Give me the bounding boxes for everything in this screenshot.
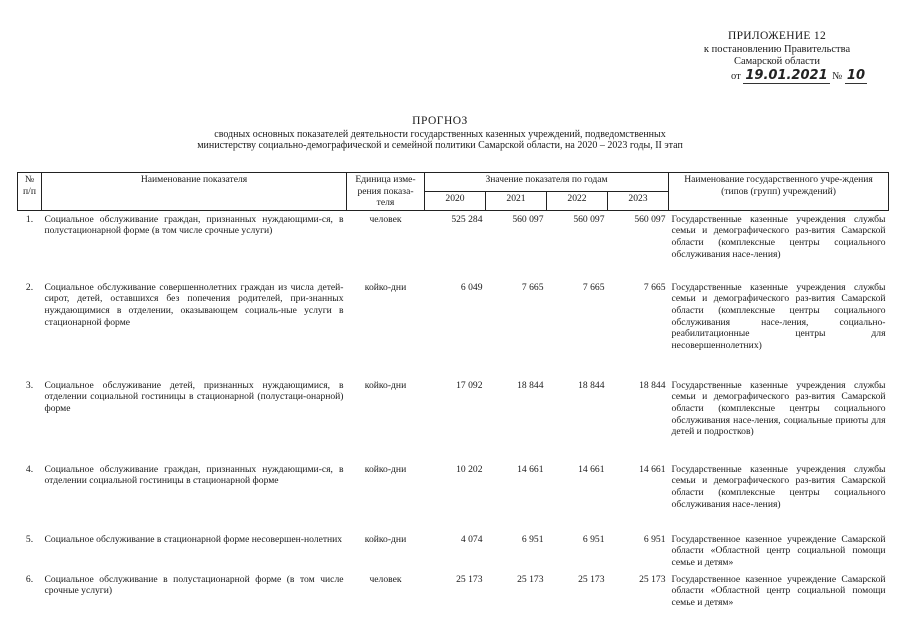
- order-date: 19.01.2021: [745, 68, 828, 83]
- row-value-2022: 25 173: [578, 573, 605, 585]
- row-indicator-name: Социальное обслуживание граждан, признанных нуждающими-ся, в полустационарной форме (в том числе срочные услуги): [44, 213, 344, 237]
- header-values-group: Значение показателя по годам: [425, 173, 669, 192]
- row-value-2020: 4 074: [460, 533, 483, 545]
- appendix-block: [687, 30, 867, 83]
- row-value-2023: 7 665: [643, 281, 666, 293]
- row-unit: койко-дни: [364, 379, 407, 391]
- row-value-2021: 560 097: [512, 213, 544, 225]
- row-value-2023: 14 661: [639, 463, 666, 475]
- header-num: № п/п: [18, 173, 42, 211]
- header-institution: Наименование государственного учре-ждения (типов (групп) учреждений): [669, 173, 889, 211]
- row-value-2020: 6 049: [460, 281, 483, 293]
- header-year-2022: 2022: [547, 191, 608, 210]
- row-value-2022: 6 951: [582, 533, 605, 545]
- row-value-2020: 10 202: [456, 463, 483, 475]
- row-value-2020: 25 173: [456, 573, 483, 585]
- order-date-line: [687, 70, 867, 83]
- row-num: 1.: [25, 213, 34, 225]
- row-institution: Государственное казенное учреждение Самарской области «Областной центр социальной помощи семье и детям»: [671, 533, 886, 568]
- row-indicator-name: Социальное обслуживание совершеннолетних граждан из числа детей-сирот, детей, оставшихся без попечения родителей, при-знанных нуждающимися в отделении, оказывающем социаль-ные услуги в стационарной форме: [44, 281, 344, 328]
- forecast-table: [17, 172, 889, 609]
- table-row: [18, 378, 889, 462]
- row-num: 4.: [25, 463, 34, 475]
- row-value-2021: 6 951: [521, 533, 544, 545]
- row-value-2021: 14 661: [517, 463, 544, 475]
- header-unit: Единица изме-рения показа-теля: [347, 173, 425, 211]
- header-year-2020: 2020: [425, 191, 486, 210]
- row-indicator-name: Социальное обслуживание граждан, признанных нуждающими-ся, в отделении социальной гостиницы в стационарной форме: [44, 463, 344, 487]
- row-institution: Государственные казенные учреждения службы семьи и демографического раз-вития Самарской области (комплексные центры социального обслуживания насе-ления, социально-реабилитационные центры для несовершеннолетних): [671, 281, 886, 351]
- row-value-2023: 560 097: [634, 213, 666, 225]
- appendix-title: ПРИЛОЖЕНИЕ 12: [727, 30, 827, 42]
- row-num: 6.: [25, 573, 34, 585]
- row-unit: человек: [369, 213, 402, 225]
- document-subtitle-line-1: сводных основных показателей деятельности государственных казенных учреждений, подведомственных: [214, 128, 666, 140]
- table-row: [18, 210, 889, 280]
- row-indicator-name: Социальное обслуживание в стационарной форме несовершен-нолетних: [44, 533, 343, 545]
- row-value-2023: 25 173: [639, 573, 666, 585]
- document-title: ПРОГНОЗ: [412, 115, 468, 127]
- row-num: 5.: [25, 533, 34, 545]
- row-unit: койко-дни: [364, 281, 407, 293]
- row-institution: Государственное казенное учреждение Самарской области «Областной центр социальной помощи семье и детям»: [671, 573, 886, 608]
- row-value-2020: 17 092: [456, 379, 483, 391]
- order-number: 10: [846, 68, 865, 83]
- row-unit: койко-дни: [364, 463, 407, 475]
- document-title-block: [150, 116, 730, 152]
- header-year-2023: 2023: [608, 191, 669, 210]
- table-row: [18, 572, 889, 609]
- row-unit: койко-дни: [364, 533, 407, 545]
- row-value-2023: 6 951: [643, 533, 666, 545]
- row-num: 2.: [25, 281, 34, 293]
- number-prefix: №: [832, 71, 843, 82]
- appendix-line-2: Самарской области: [734, 56, 820, 67]
- row-unit: человек: [369, 573, 402, 585]
- table-header-row: [18, 173, 889, 192]
- row-value-2022: 18 844: [578, 379, 605, 391]
- row-value-2022: 7 665: [582, 281, 605, 293]
- row-value-2021: 25 173: [517, 573, 544, 585]
- row-value-2022: 560 097: [573, 213, 605, 225]
- row-value-2022: 14 661: [578, 463, 605, 475]
- header-year-2021: 2021: [486, 191, 547, 210]
- row-indicator-name: Социальное обслуживание детей, признанных нуждающимися, в отделении социальной гостиницы в стационарной (полустаци-онарной) форме: [44, 379, 344, 414]
- row-value-2023: 18 844: [639, 379, 666, 391]
- appendix-line-1: к постановлению Правительства: [703, 44, 851, 55]
- table-row: [18, 532, 889, 572]
- row-institution: Государственные казенные учреждения службы семьи и демографического раз-вития Самарской области (комплексные центры социального обслуживания насе-ления): [671, 463, 886, 510]
- row-indicator-name: Социальное обслуживание в полустационарной форме (в том числе срочные услуги): [44, 573, 344, 597]
- date-prefix: от: [731, 71, 741, 82]
- row-value-2021: 18 844: [517, 379, 544, 391]
- row-value-2021: 7 665: [521, 281, 544, 293]
- document-subtitle-line-2: министерству социально-демографической и семейной политики Самарской области, на 2020 – 2023 годы, II этап: [197, 140, 683, 151]
- row-num: 3.: [25, 379, 34, 391]
- row-value-2020: 525 284: [451, 213, 483, 225]
- table-row: [18, 280, 889, 378]
- row-institution: Государственные казенные учреждения службы семьи и демографического раз-вития Самарской области (комплексные центры социального обслуживания насе-ления): [671, 213, 886, 260]
- table-row: [18, 462, 889, 532]
- row-institution: Государственные казенные учреждения службы семьи и демографического раз-вития Самарской области (комплексные центры социального обслуживания насе-ления, социальные приюты для детей и подростков): [671, 379, 886, 438]
- header-name: Наименование показателя: [42, 173, 347, 211]
